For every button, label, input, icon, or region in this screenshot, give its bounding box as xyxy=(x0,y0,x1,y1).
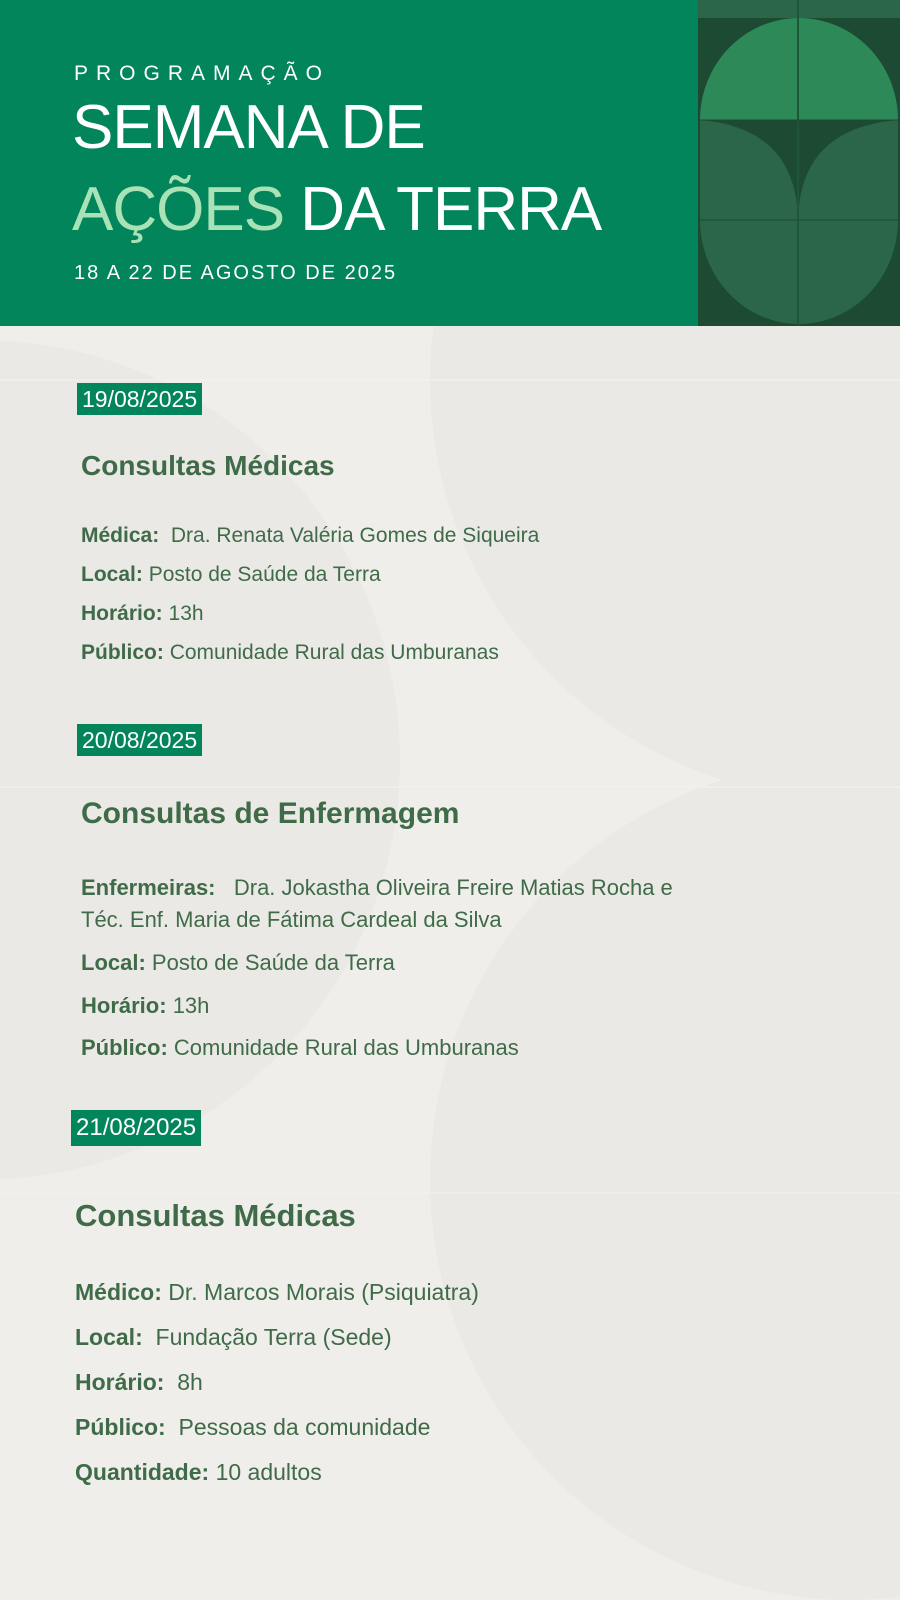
event-detail-row xyxy=(81,993,209,1019)
row-label: Público: xyxy=(75,1414,166,1440)
header-title-accent: AÇÕES xyxy=(72,175,285,244)
event-title: Consultas Médicas xyxy=(81,450,335,481)
event-detail-row xyxy=(81,1035,519,1061)
event-detail-row xyxy=(81,563,381,587)
header-title-line1: SEMANA DE xyxy=(72,93,425,162)
event-detail-row-continuation xyxy=(81,907,502,933)
event-title: Consultas Médicas xyxy=(75,1198,356,1233)
row-value: Comunidade Rural das Umburanas xyxy=(173,1035,519,1060)
row-value: 8h xyxy=(177,1369,203,1395)
event-detail-row xyxy=(81,875,673,901)
row-value: Dr. Marcos Morais (Psiquiatra) xyxy=(168,1279,479,1305)
row-value: Fundação Terra (Sede) xyxy=(155,1324,392,1350)
row-label: Local: xyxy=(81,563,143,586)
row-label: Quantidade: xyxy=(75,1459,210,1485)
row-value: Dra. Renata Valéria Gomes de Siqueira xyxy=(170,524,540,547)
event-detail-row xyxy=(81,641,499,665)
row-value: 13h xyxy=(172,993,210,1018)
event-date-tag: 20/08/2025 xyxy=(77,724,202,756)
row-label: Médico: xyxy=(75,1279,162,1305)
row-label: Local: xyxy=(81,950,146,975)
event-title: Consultas de Enfermagem xyxy=(81,797,460,830)
event-date-tag: 21/08/2025 xyxy=(71,1110,201,1146)
event-detail-row xyxy=(81,950,395,976)
row-value: Posto de Saúde da Terra xyxy=(151,950,395,975)
row-label: Médica: xyxy=(81,524,160,547)
row-label: Horário: xyxy=(81,602,163,625)
event-detail-row xyxy=(81,602,204,626)
row-value: Posto de Saúde da Terra xyxy=(148,563,381,586)
row-label: Horário: xyxy=(81,993,167,1018)
header-kicker: PROGRAMAÇÃO xyxy=(74,62,331,85)
header-title-rest: DA TERRA xyxy=(300,175,602,244)
row-label: Local: xyxy=(75,1324,143,1350)
row-label: Enfermeiras: xyxy=(81,875,216,900)
header-dates: 18 A 22 DE AGOSTO DE 2025 xyxy=(74,262,398,284)
event-detail-row xyxy=(75,1369,203,1396)
row-value: Comunidade Rural das Umburanas xyxy=(169,641,499,664)
row-value: Téc. Enf. Maria de Fátima Cardeal da Silva xyxy=(81,907,502,932)
row-label: Público: xyxy=(81,641,164,664)
event-detail-row xyxy=(75,1324,392,1351)
event-detail-row xyxy=(81,524,539,548)
row-value: Dra. Jokastha Oliveira Freire Matias Rocha e xyxy=(233,875,673,900)
row-value: 13h xyxy=(168,602,204,625)
row-label: Horário: xyxy=(75,1369,165,1395)
row-value: 10 adultos xyxy=(215,1459,322,1485)
event-detail-row xyxy=(75,1279,479,1306)
event-date-tag: 19/08/2025 xyxy=(77,383,202,415)
event-detail-row xyxy=(75,1414,430,1441)
row-label: Público: xyxy=(81,1035,168,1060)
row-value: Pessoas da comunidade xyxy=(178,1414,431,1440)
event-detail-row xyxy=(75,1459,322,1486)
